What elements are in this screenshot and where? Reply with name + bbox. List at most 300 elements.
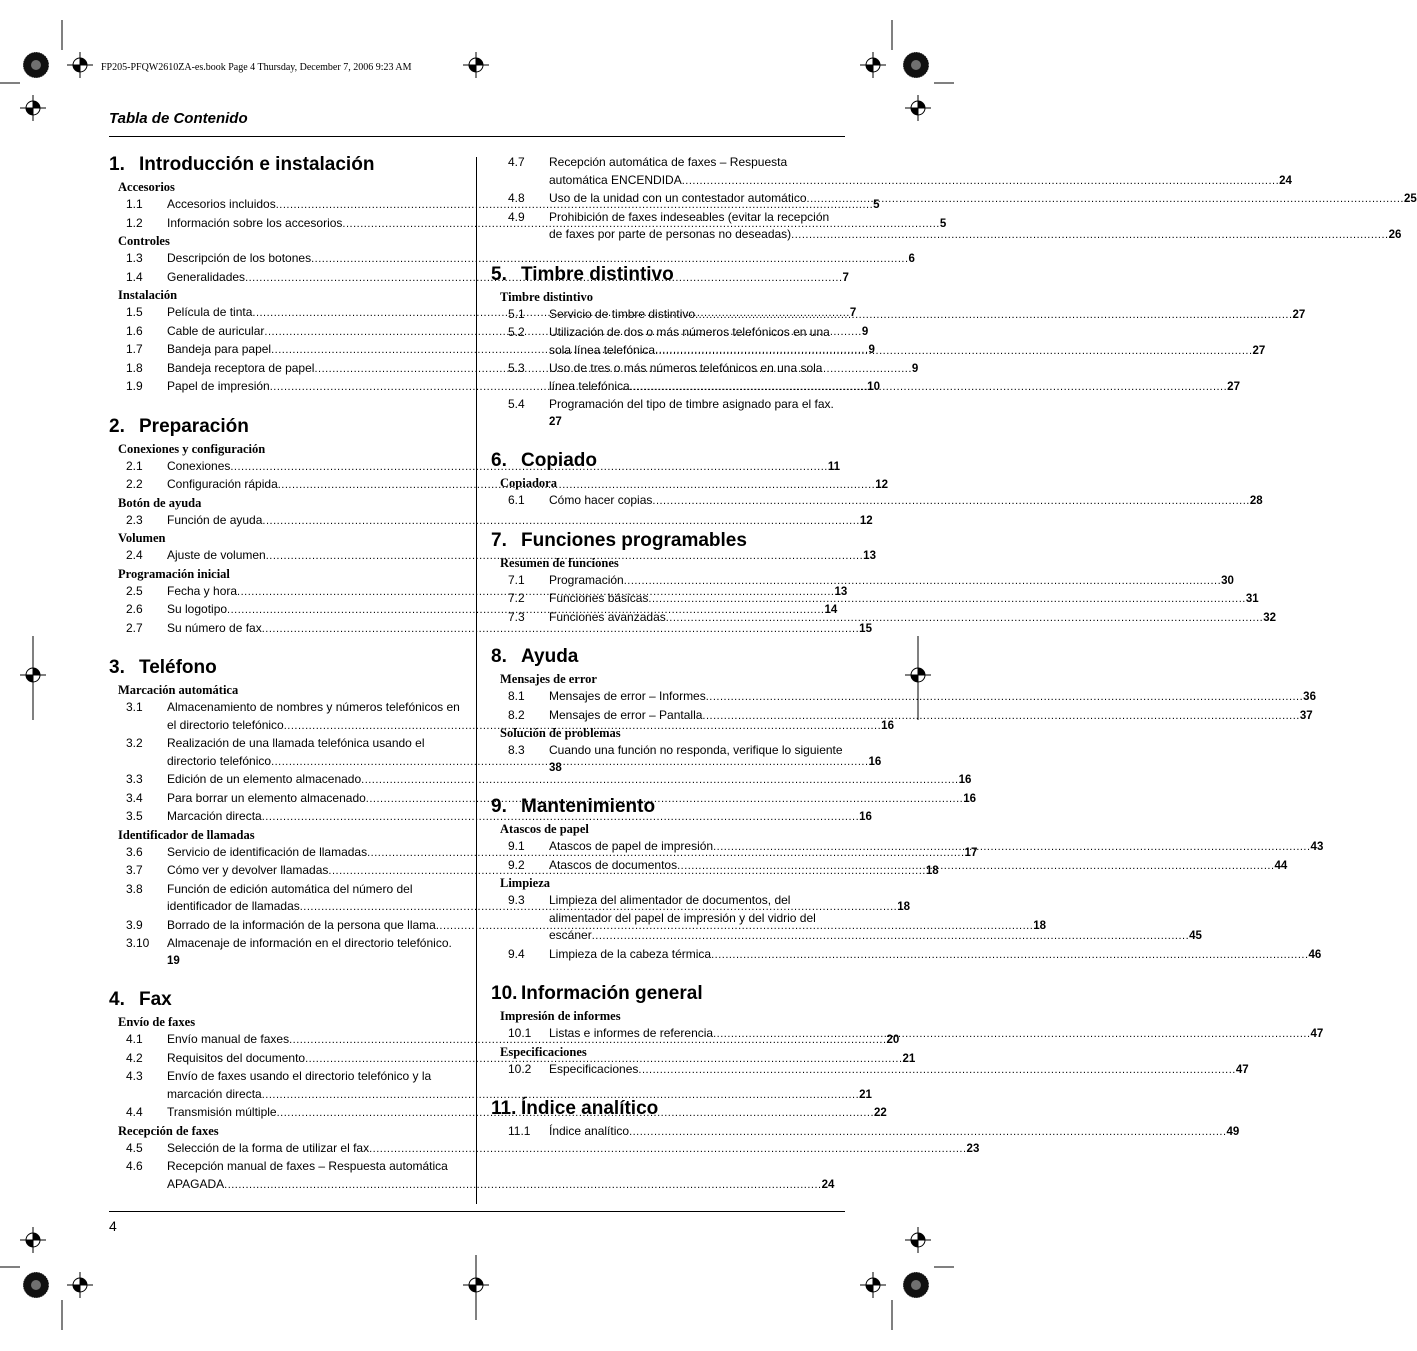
- page-ref: 27: [1227, 380, 1240, 393]
- page-ref: 43: [1310, 841, 1324, 853]
- leader-dots: [706, 689, 1303, 707]
- entry-text: [549, 572, 1234, 591]
- page-ref: 16: [859, 811, 872, 823]
- page-ref: 26: [1388, 229, 1402, 241]
- entry-number: 3.6: [126, 844, 143, 859]
- toc-entry[interactable]: [109, 1158, 835, 1194]
- page-ref: 27: [1252, 344, 1266, 357]
- entry-number: 1.2: [126, 215, 143, 230]
- page-number: 4: [109, 1218, 117, 1234]
- entry-number: 5.1: [508, 306, 525, 321]
- entry-text: [549, 857, 1287, 876]
- entry-number: 4.7: [508, 155, 525, 169]
- entry-text: [167, 1158, 834, 1194]
- entry-number: 3.7: [126, 863, 143, 877]
- page-ref: 24: [1279, 174, 1292, 187]
- entry-line: [549, 324, 1265, 342]
- entry-text: [549, 209, 1401, 245]
- leader-dots: [638, 1062, 1235, 1080]
- section-title: Introducción e instalación: [139, 154, 375, 175]
- entry-line: [549, 306, 1305, 325]
- entry-title: Programación del tipo de timbre asignado para el fax: [549, 397, 831, 411]
- subsection-heading: Solución de problemas: [500, 726, 621, 740]
- entry-title: Para borrar un elemento almacenado: [167, 790, 366, 805]
- entry-title: Generalidades: [167, 269, 246, 284]
- entry-title: Ajuste de volumen: [167, 548, 266, 562]
- section-title: Timbre distintivo: [521, 263, 674, 285]
- page-ref: 24: [821, 1178, 835, 1191]
- entry-number: 1.9: [126, 379, 143, 393]
- entry-title: Cuando una función no responda, verifique lo siguiente: [549, 743, 843, 757]
- entry-text: [549, 707, 1313, 726]
- page-ref: 9: [861, 325, 869, 338]
- entry-title: Recepción automática de faxes – Respuesta: [549, 155, 788, 169]
- entry-number: 1.3: [126, 251, 143, 265]
- section-number: 3.: [109, 657, 125, 678]
- section-title: Copiado: [521, 450, 597, 471]
- entry-number: 4.9: [508, 209, 525, 224]
- entry-title: Prohibición de faxes indeseables (evitar la recepción: [549, 209, 830, 224]
- entry-title: línea telefónica: [549, 378, 630, 393]
- entry-text: [549, 838, 1323, 857]
- entry-title: Su número de fax: [167, 620, 262, 635]
- section-heading[interactable]: [491, 527, 845, 555]
- section-title: Índice analítico: [521, 1098, 659, 1119]
- section-title: Ayuda: [521, 646, 579, 667]
- page-ref: 17: [964, 846, 978, 859]
- entry-title: identificador de llamadas: [167, 899, 300, 913]
- entry-title: Especificaciones: [549, 1061, 639, 1076]
- toc-entry[interactable]: [109, 771, 972, 790]
- leader-dots: [629, 1124, 1226, 1142]
- section-number: 9.: [491, 796, 507, 817]
- page-ref: 18: [897, 901, 910, 913]
- entry-title: Configuración rápida: [167, 477, 278, 491]
- entry-title: Limpieza del alimentador de documentos, del: [549, 893, 791, 907]
- entry-line: [549, 892, 1202, 910]
- entry-number: 11.1: [508, 1124, 531, 1138]
- section-heading[interactable]: [491, 980, 845, 1008]
- entry-title: Atascos de documentos: [549, 857, 678, 872]
- entry-line: [167, 1140, 979, 1159]
- entry-line: [549, 742, 845, 760]
- toc-entry[interactable]: [491, 609, 1276, 628]
- subsection-heading: Volumen: [118, 531, 166, 545]
- section-heading[interactable]: [109, 151, 463, 179]
- entry-number: 4.5: [126, 1140, 143, 1155]
- page-ref: 19: [167, 954, 180, 967]
- entry-number: 4.4: [126, 1105, 143, 1119]
- subsection-heading: Resumen de funciones: [500, 555, 619, 570]
- section-number: 6.: [491, 450, 507, 471]
- entry-number: 2.7: [126, 620, 143, 635]
- entry-title: Recepción manual de faxes – Respuesta automática: [167, 1159, 448, 1173]
- toc-entry[interactable]: [491, 324, 1266, 360]
- entry-line: [549, 492, 1263, 511]
- toc-entry[interactable]: [491, 742, 845, 777]
- entry-line: [549, 209, 1401, 227]
- leader-dots: [713, 839, 1310, 857]
- entry-line: [549, 1123, 1239, 1142]
- entry-title: marcación directa: [167, 1086, 262, 1101]
- subsection-heading: Mensajes de error: [500, 672, 597, 686]
- page-ref: 5: [939, 217, 947, 230]
- entry-number: 8.3: [508, 743, 525, 757]
- entry-number: 3.3: [126, 772, 143, 786]
- page-ref: 18: [1033, 919, 1047, 932]
- entry-title: escáner: [549, 928, 592, 942]
- section-number: 8.: [491, 646, 507, 667]
- page-ref: 15: [859, 622, 872, 635]
- entry-text: [549, 324, 1265, 360]
- entry-text: [549, 396, 845, 431]
- toc-entry[interactable]: [491, 209, 1402, 245]
- book-meta: FP205-PFQW2610ZA-es.book Page 4 Thursday, December 7, 2006 9:23 AM: [101, 62, 412, 73]
- entry-line: [167, 1158, 834, 1176]
- entry-line: [549, 154, 1292, 172]
- entry-text: [549, 742, 845, 777]
- entry-text: [549, 306, 1305, 325]
- subsection-heading: Especificaciones: [500, 1044, 587, 1059]
- entry-title: Película de tinta: [167, 305, 253, 319]
- entry-number: 1.7: [126, 342, 143, 356]
- toc-entry[interactable]: [109, 620, 872, 639]
- entry-title: Función de edición automática del número del: [167, 881, 413, 896]
- subsection-heading: Copiadora: [500, 476, 557, 490]
- entry-title: Requisitos del documento: [167, 1050, 306, 1065]
- entry-text: [549, 190, 1417, 209]
- continued-entries: [491, 154, 1417, 245]
- entry-number: 3.1: [126, 700, 143, 714]
- leader-dots: .: [830, 397, 834, 411]
- entry-title: Mensajes de error – Informes: [549, 689, 706, 703]
- entry-line: [549, 1025, 1323, 1044]
- leader-dots: [682, 173, 1279, 191]
- entry-title: Envío de faxes usando el directorio telefónico y la: [167, 1069, 432, 1083]
- page-ref: 38: [549, 761, 562, 774]
- entry-number: 1.6: [126, 323, 143, 338]
- section-title: Teléfono: [139, 657, 217, 678]
- toc-entry[interactable]: [491, 688, 1316, 707]
- leader-dots: [807, 191, 1404, 209]
- toc-entry[interactable]: [109, 935, 463, 970]
- page-ref: 16: [958, 774, 972, 786]
- entry-number: 7.1: [508, 572, 525, 587]
- subsection-heading: Conexiones y configuración: [118, 441, 266, 456]
- toc-entry[interactable]: [491, 154, 1292, 190]
- page-ref: 27: [1292, 308, 1306, 321]
- toc-entry[interactable]: [491, 306, 1306, 325]
- page-ref: 47: [1310, 1028, 1324, 1040]
- entry-line: [549, 707, 1313, 726]
- entry-text: [549, 609, 1276, 628]
- subsection-heading: Instalación: [118, 288, 178, 302]
- subsection-heading: Timbre distintivo: [500, 289, 593, 304]
- entry-title: Almacenamiento de nombres y números telefónicos en: [167, 700, 460, 714]
- section-heading[interactable]: [109, 413, 463, 441]
- entry-title: Uso de tres o más números telefónicos en una sola: [549, 361, 823, 375]
- section-number: 1.: [109, 154, 125, 175]
- entry-title: Conexiones: [167, 458, 231, 473]
- leader-dots: [677, 858, 1274, 876]
- entry-title: directorio telefónico: [167, 753, 272, 768]
- entry-number: 3.2: [126, 736, 143, 750]
- entry-number: 2.2: [126, 477, 143, 491]
- leader-dots: [702, 708, 1299, 726]
- entry-text: [549, 1123, 1239, 1142]
- entry-number: 7.3: [508, 609, 525, 624]
- page-ref: 7: [842, 271, 849, 284]
- toc-entry[interactable]: [491, 572, 1234, 591]
- page-ref: 25: [1403, 193, 1417, 205]
- page-ref: 12: [875, 479, 888, 491]
- page-ref: 5: [873, 199, 880, 211]
- entry-number: 2.5: [126, 583, 143, 598]
- toc-entry[interactable]: [109, 808, 872, 827]
- entry-number: 9.2: [508, 857, 525, 872]
- entry-number: 6.1: [508, 493, 525, 507]
- section-heading[interactable]: [491, 793, 845, 821]
- entry-title: Realización de una llamada telefónica usando el: [167, 736, 425, 750]
- entry-text: [549, 590, 1259, 609]
- toc-entry[interactable]: [109, 250, 915, 269]
- entry-line: [549, 572, 1234, 591]
- entry-title: Listas e informes de referencia: [549, 1026, 714, 1040]
- page-ref: 10: [867, 381, 880, 393]
- entry-line: [549, 910, 1202, 928]
- entry-title: Función de ayuda: [167, 512, 263, 527]
- subsection-heading: Programación inicial: [118, 566, 230, 581]
- section-title: Preparación: [139, 415, 249, 437]
- entry-title: Limpieza de la cabeza térmica: [549, 946, 712, 961]
- entry-line: [549, 226, 1401, 245]
- section-number: 10.: [491, 983, 518, 1004]
- entry-text: [167, 935, 463, 970]
- page-ref: 9: [911, 362, 919, 375]
- subsection-heading: Envío de faxes: [118, 1015, 196, 1029]
- entry-line: [549, 1061, 1249, 1080]
- section-number: 11.: [491, 1098, 517, 1119]
- page-ref: 14: [824, 604, 838, 616]
- leader-dots: [695, 307, 1292, 325]
- page-ref: 22: [874, 1107, 887, 1119]
- entry-text: [549, 892, 1202, 946]
- page-ref: 7: [849, 307, 857, 319]
- entry-title: el directorio telefónico: [167, 717, 284, 732]
- toc-entry[interactable]: [109, 1140, 980, 1159]
- entry-title: APAGADA: [167, 1176, 225, 1191]
- entry-number: 3.5: [126, 809, 143, 823]
- entry-title: Servicio de identificación de llamadas: [167, 844, 368, 859]
- page-ref: 16: [881, 719, 894, 732]
- leader-dots: [630, 379, 1227, 397]
- entry-line: [549, 342, 1265, 361]
- entry-number: 9.4: [508, 946, 525, 961]
- entry-text: [549, 1025, 1323, 1044]
- section-heading[interactable]: [491, 447, 845, 475]
- toc-entry[interactable]: [491, 396, 845, 431]
- page-ref: 45: [1189, 930, 1202, 942]
- entry-text: [549, 688, 1316, 707]
- entry-line: [549, 414, 845, 432]
- leader-dots: [711, 947, 1308, 965]
- page-ref: 49: [1226, 1126, 1240, 1138]
- section-title: Fax: [139, 989, 172, 1010]
- subsection-heading: Controles: [118, 234, 170, 248]
- entry-title: Bandeja para papel: [167, 342, 272, 356]
- entry-number: 3.8: [126, 881, 143, 896]
- entry-number: 2.1: [126, 458, 143, 473]
- entry-line: [549, 360, 1240, 378]
- page-ref: 11: [827, 460, 840, 473]
- entry-line: [549, 396, 845, 414]
- entry-title: Descripción de los botones: [167, 251, 312, 265]
- entry-number: 2.3: [126, 512, 143, 527]
- subsection-heading: Atascos de papel: [500, 822, 589, 836]
- entry-line: [167, 953, 463, 971]
- entry-title: Uso de la unidad con un contestador automático: [549, 191, 807, 205]
- entry-text: [549, 1061, 1249, 1080]
- entry-number: 8.1: [508, 689, 525, 703]
- entry-title: Marcación directa: [167, 809, 262, 823]
- entry-title: Transmisión múltiple: [167, 1105, 277, 1119]
- leader-dots: [655, 343, 1252, 361]
- entry-title: Bandeja receptora de papel: [167, 360, 315, 375]
- entry-title: Cómo ver y devolver llamadas: [167, 863, 329, 877]
- entry-text: [167, 1140, 979, 1159]
- entry-line: [549, 838, 1323, 857]
- entry-title: Edición de un elemento almacenado: [167, 772, 362, 786]
- entry-line: [549, 688, 1316, 707]
- entry-line: [549, 590, 1259, 609]
- entry-line: [549, 857, 1287, 876]
- entry-text: [549, 360, 1240, 396]
- entry-title: Servicio de timbre distintivo: [549, 306, 696, 321]
- section-title: Funciones programables: [521, 529, 747, 551]
- entry-number: 3.9: [126, 917, 143, 932]
- entry-line: [549, 172, 1292, 191]
- section-heading[interactable]: [491, 1095, 845, 1123]
- entry-title: Funciones avanzadas: [549, 609, 666, 624]
- entry-text: [549, 154, 1292, 190]
- entry-title: Envío manual de faxes: [167, 1032, 290, 1046]
- toc-entry[interactable]: [491, 1061, 1249, 1080]
- entry-number: 3.10: [126, 936, 150, 950]
- toc-entry[interactable]: [491, 492, 1263, 511]
- section-heading[interactable]: [491, 643, 845, 671]
- entry-title: de faxes por parte de personas no deseadas): [549, 227, 792, 241]
- toc-entry[interactable]: [491, 1123, 1240, 1142]
- entry-title: Atascos de papel de impresión: [549, 839, 714, 853]
- leader-dots: .: [448, 936, 452, 950]
- entry-title: Utilización de dos o más números telefónicos en una: [549, 325, 830, 339]
- entry-number: 4.2: [126, 1050, 143, 1065]
- page-ref: 9: [868, 344, 875, 356]
- page-ref: 37: [1299, 709, 1313, 722]
- section-number: 4.: [109, 989, 125, 1010]
- entry-title: Papel de impresión: [167, 379, 270, 393]
- entry-number: 8.2: [508, 707, 525, 722]
- entry-title: Índice analítico: [549, 1124, 630, 1138]
- section-heading[interactable]: [491, 261, 845, 289]
- leader-dots: [666, 610, 1263, 628]
- section-title: Mantenimiento: [521, 796, 656, 817]
- section-heading[interactable]: [109, 986, 463, 1014]
- toc-entry[interactable]: [491, 190, 1417, 209]
- header-rule: [109, 136, 845, 137]
- subsection-heading: Accesorios: [118, 180, 175, 194]
- toc-entry[interactable]: [491, 946, 1322, 965]
- entry-number: 3.4: [126, 790, 143, 805]
- entry-line: [167, 935, 463, 953]
- entry-line: [549, 609, 1276, 628]
- toc-title: Tabla de Contenido: [109, 110, 248, 127]
- entry-line: [549, 760, 845, 778]
- footer-rule: [109, 1211, 845, 1212]
- page-ref: 30: [1221, 574, 1234, 587]
- entry-number: 1.8: [126, 360, 143, 375]
- entry-number: 2.4: [126, 548, 143, 562]
- entry-number: 10.1: [508, 1026, 532, 1040]
- entry-number: 5.2: [508, 325, 525, 339]
- page-ref: 16: [963, 792, 977, 805]
- entry-title: Información sobre los accesorios: [167, 215, 343, 230]
- leader-dots: [592, 928, 1189, 946]
- page-ref: 28: [1249, 495, 1263, 507]
- entry-text: [549, 946, 1321, 965]
- entry-title: Almacenaje de información en el directorio telefónico: [167, 936, 449, 950]
- entry-number: 4.8: [508, 191, 525, 205]
- page-ref: 31: [1245, 593, 1259, 605]
- section-title: Información general: [521, 983, 703, 1004]
- page-ref: 18: [925, 865, 939, 877]
- page-ref: 27: [549, 415, 562, 428]
- section-number: 2.: [109, 415, 125, 437]
- entry-title: Borrado de la información de la persona que llama: [167, 917, 436, 932]
- entry-title: alimentador del papel de impresión y del vidrio del: [549, 910, 816, 925]
- section-heading[interactable]: [109, 654, 463, 682]
- subsection-heading: Botón de ayuda: [118, 495, 202, 510]
- page-ref: 46: [1308, 948, 1322, 961]
- entry-number: 4.1: [126, 1032, 143, 1046]
- entry-title: Accesorios incluidos: [167, 197, 276, 211]
- entry-title: automática ENCENDIDA: [549, 172, 682, 187]
- entry-number: 7.2: [508, 591, 525, 605]
- entry-number: 5.3: [508, 361, 525, 375]
- page-ref: 32: [1263, 611, 1276, 624]
- entry-title: sola línea telefónica: [549, 342, 656, 357]
- entry-title: Cable de auricular: [167, 323, 265, 338]
- entry-number: 1.5: [126, 305, 143, 319]
- entry-line: [549, 946, 1321, 965]
- page-ref: 44: [1274, 859, 1288, 872]
- subsection-heading: Recepción de faxes: [118, 1123, 219, 1138]
- entry-title: Programación: [549, 572, 624, 587]
- entry-number: 9.1: [508, 839, 525, 853]
- page-ref: 12: [859, 514, 873, 527]
- toc-entry[interactable]: [109, 512, 873, 531]
- entry-line: [549, 378, 1240, 397]
- entry-number: 4.3: [126, 1069, 143, 1083]
- entry-title: Funciones básicas: [549, 591, 649, 605]
- page-ref: 6: [908, 253, 915, 265]
- entry-line: [549, 927, 1202, 946]
- page-ref: 21: [902, 1052, 916, 1065]
- page-ref: 36: [1303, 691, 1316, 703]
- leader-dots: [224, 1177, 821, 1195]
- subsection-heading: Marcación automática: [118, 683, 239, 697]
- page-ref: 16: [868, 755, 882, 768]
